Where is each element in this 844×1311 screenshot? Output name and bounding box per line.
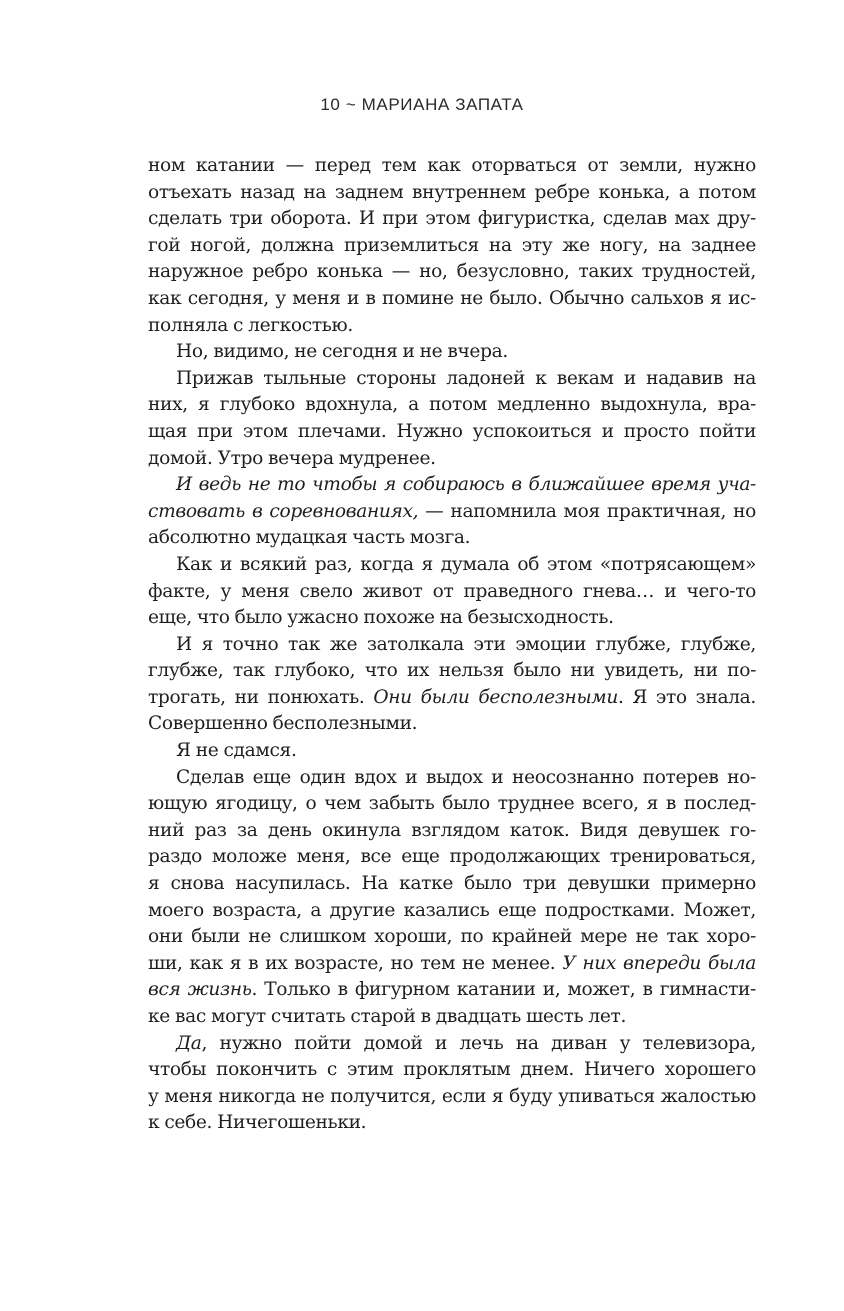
text-line: ке вас могут считать старой в двадцать шесть лет. [148,1006,627,1027]
text-line: отъехать назад на заднем внутреннем ребре конька, а потом [148,181,756,203]
paragraph [148,366,756,472]
text-line: Прижав тыльные стороны ладоней к векам и надавив на [176,367,756,389]
text-line: ний раз за день окинула взглядом каток. Видя девушек го- [148,819,756,841]
text-line: них, я глубоко вдохнула, а потом медленно выдохнула, вра- [148,394,756,416]
paragraph [148,632,756,738]
text-run: трогать, ни понюхать. [148,686,374,708]
paragraph [148,472,756,552]
text-line: щая при этом плечами. Нужно успокоиться и просто пойти [148,420,756,442]
text-line: к себе. Ничегошеньки. [148,1112,367,1134]
text-run: . Я это знала. [617,686,756,708]
text-line: И я точно так же затолкала эти эмоции глубже, глубже, [176,633,756,655]
text-line: абсолютно мудацкая часть мозга. [148,527,471,549]
paragraph [148,153,756,339]
text-line: домой. Утро вечера мудренее. [148,447,436,469]
text-line: И ведь не то чтобы я собираюсь в ближайшее время уча- [176,474,756,496]
text-line: они были не слишком хороши, по крайней мере не так хоро- [148,926,756,948]
text-line [148,499,756,526]
text-line: у меня никогда не получится, если я буду упиваться жалостью [148,1085,756,1107]
paragraph [148,552,756,632]
page-number: 10 [320,95,341,114]
text-run: . Только в фигурном катании и, может, в гимнасти- [251,979,756,1001]
text-line: наружное ребро конька — но, безусловно, таких трудностей, [148,261,756,283]
text-line: факте, у меня свело живот от праведного гнева… и чего-то [148,580,756,602]
text-line: раздо моложе меня, все еще продолжающих тренироваться, [148,846,756,868]
text-line: Совершенно бесполезными. [148,713,418,735]
text-line: чтобы покончить с этим проклятым днем. Ничего хорошего [148,1059,756,1081]
text-line: Я не сдамся. [176,740,297,762]
text-line: я снова насупилась. На катке было три девушки примерно [148,873,756,895]
text-line [148,1031,756,1058]
text-run: , нужно пойти домой и лечь на диван у телевизора, [201,1032,756,1054]
paragraph [148,339,756,366]
text-line: еще, что было ужасно похоже на безысходность. [148,607,614,629]
text-line [148,977,756,1004]
header-separator: ~ [345,95,357,114]
running-head [0,95,844,115]
paragraph [148,738,756,765]
italic-text: Они были бесполезными [373,686,618,708]
text-line: гой ногой, должна приземлиться на эту же ногу, на заднее [148,234,756,256]
text-line: Как и всякий раз, когда я думала об этом «потрясающем» [176,553,756,575]
paragraph [148,765,756,1031]
italic-text: вся жизнь [148,979,252,1001]
body-text [148,153,756,1137]
italic-text: У них впереди была [562,952,756,974]
text-line: Но, видимо, не сегодня и не вчера. [176,341,508,363]
text-line: моего возраста, а другие казались еще подростками. Может, [148,899,756,921]
text-run: — напомнила моя практичная, но [418,500,757,522]
paragraph [148,1031,756,1137]
text-line [148,951,756,978]
italic-text: ствовать в соревнованиях, [148,500,419,522]
text-line: ющую ягодицу, о чем забыть было труднее всего, я в послед- [148,793,756,815]
text-line: полняла с легкостью. [148,314,353,336]
text-line: Сделав еще один вдох и выдох и неосознанно потерев но- [176,766,756,788]
text-line: сделать три оборота. И при этом фигуристка, сделав мах дру- [148,208,756,230]
text-line: как сегодня, у меня и в помине не было. Обычно сальхов я ис- [148,287,756,309]
author-name: МАРИАНА ЗАПАТА [361,95,524,114]
text-line [148,685,756,712]
text-line: ном катании — перед тем как оторваться от земли, нужно [148,155,756,176]
text-line: глубже, так глубоко, что их нельзя было ни увидеть, ни по- [148,660,756,682]
italic-text: Да [176,1032,202,1054]
text-run: ши, как я в их возрасте, но тем не менее. [148,952,563,974]
